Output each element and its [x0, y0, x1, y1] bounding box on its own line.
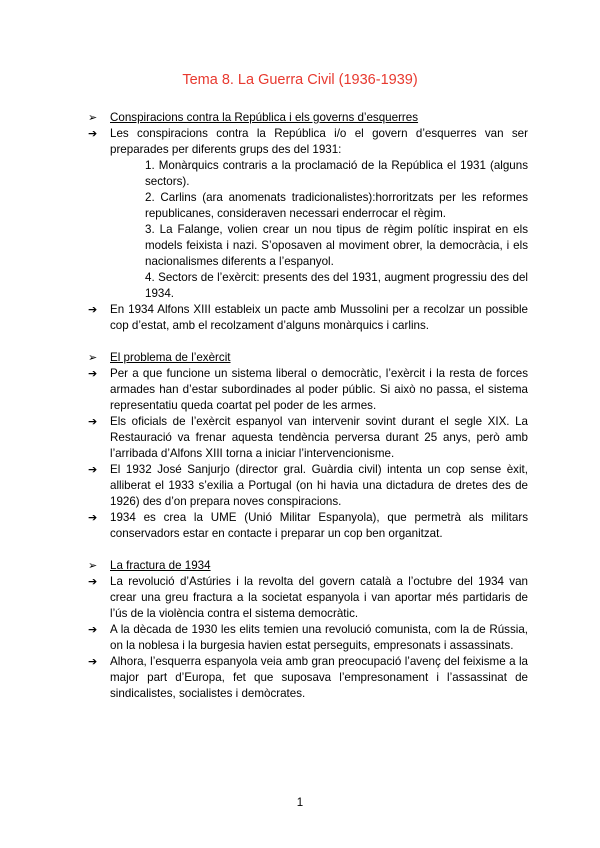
arrow-bullet-icon: ➔ — [88, 303, 98, 316]
sublist-item: 1. Monàrquics contraris a la proclamació de la República el 1931 (alguns sectors). — [145, 159, 528, 188]
list-item-text: A la dècada de 1930 les elits temien una revolució comunista, com la de Rússia, on la noblesa i la burgesia havien estat perseguits, empresonats i assassinats. — [110, 623, 528, 652]
list-item-text: La revolució d’Astúries i la revolta del govern català a l’octubre del 1934 van crear una greu fractura a la societat espanyola i van aportar més partidaris de l’ús de la violència contra el sistema democràtic. — [110, 575, 528, 620]
arrow-bullet-icon: ➔ — [88, 623, 98, 636]
list-item — [88, 510, 528, 542]
page-number: 1 — [296, 797, 304, 809]
list-item-text: En 1934 Alfons XIII estableix un pacte amb Mussolini per a recolzar un possible cop d’estat, amb el recolzament d’alguns monàrquics i carlins. — [110, 303, 528, 332]
arrowhead-bullet-icon: ➢ — [88, 351, 98, 364]
section-exercit — [88, 350, 528, 542]
arrow-bullet-icon: ➔ — [88, 511, 98, 524]
list-item — [88, 126, 528, 158]
section-heading — [88, 110, 528, 126]
arrow-bullet-icon: ➔ — [88, 367, 98, 380]
arrowhead-bullet-icon: ➢ — [88, 111, 98, 124]
section-heading-text: El problema de l’exèrcit — [110, 351, 231, 364]
list-item — [88, 414, 528, 462]
sublist-item: 4. Sectors de l’exèrcit: presents des del 1931, augment progressiu des del 1934. — [145, 271, 528, 300]
arrow-bullet-icon: ➔ — [88, 463, 98, 476]
section-fractura — [88, 558, 528, 702]
list-item — [88, 302, 528, 334]
list-item-text: Les conspiracions contra la República i/o el govern d’esquerres van ser preparades per diferents grups des del 1931: — [110, 127, 528, 156]
list-item-text: Per a que funcione un sistema liberal o democràtic, l’exèrcit i la resta de forces armades han d’estar subordinades al poder públic. Si això no passa, el sistema representatiu queda coartat pel poder de les armes. — [110, 367, 528, 412]
list-item-text: 1934 es crea la UME (Unió Militar Espanyola), que permetrà als militars conservadors estar en contacte i preparar un cop ben organitzat. — [110, 511, 528, 540]
section-conspiracions — [88, 110, 528, 334]
arrowhead-bullet-icon: ➢ — [88, 559, 98, 572]
list-item — [88, 654, 528, 702]
sublist — [88, 158, 528, 302]
list-item — [88, 462, 528, 510]
section-heading — [88, 350, 528, 366]
section-heading-text: Conspiracions contra la República i els governs d’esquerres — [110, 111, 419, 124]
arrow-bullet-icon: ➔ — [88, 415, 98, 428]
document-body — [88, 110, 528, 718]
list-item — [88, 574, 528, 622]
arrow-bullet-icon: ➔ — [88, 127, 98, 140]
section-heading — [88, 558, 528, 574]
list-item — [88, 622, 528, 654]
section-heading-text: La fractura de 1934 — [110, 559, 211, 572]
list-item — [88, 366, 528, 414]
list-item-text: Alhora, l’esquerra espanyola veia amb gran preocupació l’avenç del feixisme a la major part d’Europa, fet que suposava l’empresonament i l’assassinat de sindicalistes, socialistes i demòcrates. — [110, 655, 528, 700]
list-item-text: Els oficials de l’exèrcit espanyol van intervenir sovint durant el segle XIX. La Restauració va frenar aquesta tendència perversa durant 25 anys, però amb l’arribada d’Alfons XIII torna a iniciar l’intervencionisme. — [110, 415, 528, 460]
arrow-bullet-icon: ➔ — [88, 655, 98, 668]
sublist-item: 2. Carlins (ara anomenats tradicionalistes):horroritzats per les reformes republicanes, consideraven necessari enderrocar el règim. — [145, 191, 528, 220]
sublist-item: 3. La Falange, volien crear un nou tipus de règim polític inspirat en els models feixista i nazi. S’oposaven al moviment obrer, la democràcia, i els nacionalismes diferents a l’espanyol. — [145, 223, 528, 268]
arrow-bullet-icon: ➔ — [88, 575, 98, 588]
page-title: Tema 8. La Guerra Civil (1936-1939) — [182, 72, 418, 88]
list-item-text: El 1932 José Sanjurjo (director gral. Guàrdia civil) intenta un cop sense èxit, alliberat el 1933 s’exilia a Portugal (on hi havia una dictadura de dretes des de 1926) des d’on prepara noves conspiracions. — [110, 463, 528, 508]
